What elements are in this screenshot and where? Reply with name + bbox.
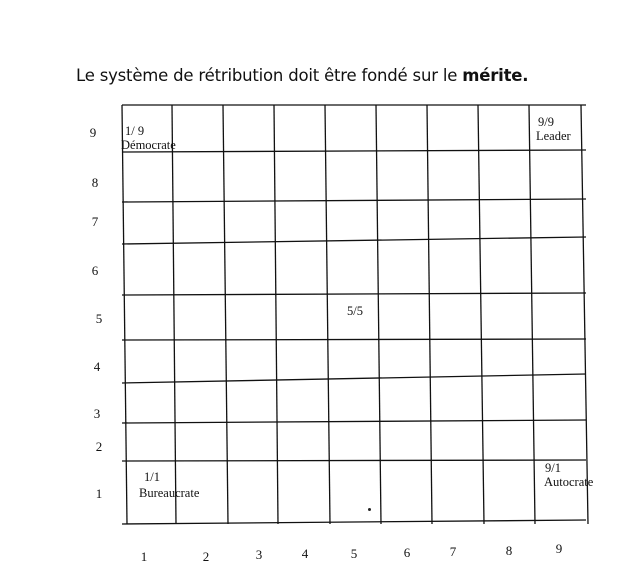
cell-center-score: 5/5 — [347, 304, 363, 318]
cell-bottom-right-role: Autocrate — [544, 475, 594, 489]
grid-horizontal-line-9 — [122, 520, 586, 524]
grid-vertical-line-6 — [427, 105, 432, 524]
grid-horizontal-line-5 — [122, 339, 586, 340]
grid-horizontal-line-7 — [122, 420, 586, 423]
y-axis-label-4: 4 — [93, 359, 101, 374]
ink-dot — [368, 508, 371, 511]
x-axis-label-9: 9 — [555, 541, 563, 556]
grid-horizontal-line-1 — [122, 150, 586, 152]
grid-horizontal-line-3 — [122, 237, 586, 244]
x-axis-label-5: 5 — [350, 546, 358, 561]
cell-bottom-right — [545, 461, 593, 489]
cell-bottom-left-score: 1/1 — [144, 470, 160, 484]
x-axis-label-2: 2 — [202, 549, 210, 564]
y-axis-label-5: 5 — [95, 311, 103, 326]
grid-horizontal-line-4 — [122, 293, 586, 295]
cell-top-left-role: Démocrate — [121, 138, 176, 152]
cell-top-left-score: 1/ 9 — [125, 124, 145, 138]
y-axis-label-9: 9 — [89, 125, 97, 140]
x-axis-label-7: 7 — [449, 544, 457, 559]
cell-bottom-right-score: 9/1 — [545, 461, 561, 475]
grid-vertical-line-8 — [529, 105, 535, 524]
y-axis-label-2: 2 — [95, 439, 103, 454]
x-axis-label-1: 1 — [140, 549, 148, 564]
x-axis-label-8: 8 — [505, 543, 513, 558]
y-axis-label-8: 8 — [91, 175, 99, 190]
heading-text: Le système de rétribution doit être fondé sur le — [76, 66, 463, 85]
cell-top-right-role: Leader — [536, 129, 571, 143]
cell-top-left — [121, 124, 176, 152]
heading-emphasis: mérite — [462, 66, 523, 85]
y-axis-label-6: 6 — [91, 263, 99, 278]
x-axis-label-3: 3 — [255, 547, 263, 562]
heading-end: . — [522, 66, 529, 85]
cell-top-right — [538, 115, 571, 143]
cell-bottom-left-role: Bureaucrate — [139, 486, 200, 500]
grid-horizontal-line-6 — [122, 374, 586, 383]
cell-top-right-score: 9/9 — [538, 115, 554, 129]
x-axis-label-6: 6 — [403, 545, 411, 560]
grid-vertical-line-7 — [478, 105, 484, 524]
cell-bottom-left — [139, 470, 200, 500]
y-axis-label-3: 3 — [93, 406, 101, 421]
y-axis-label-7: 7 — [91, 214, 99, 229]
y-axis-label-1: 1 — [95, 486, 103, 501]
cell-center — [347, 304, 363, 318]
grid-horizontal-line-2 — [122, 199, 586, 202]
grid-vertical-line-5 — [376, 105, 381, 524]
grid-horizontal-line-8 — [122, 460, 586, 461]
x-axis-label-4: 4 — [301, 546, 309, 561]
